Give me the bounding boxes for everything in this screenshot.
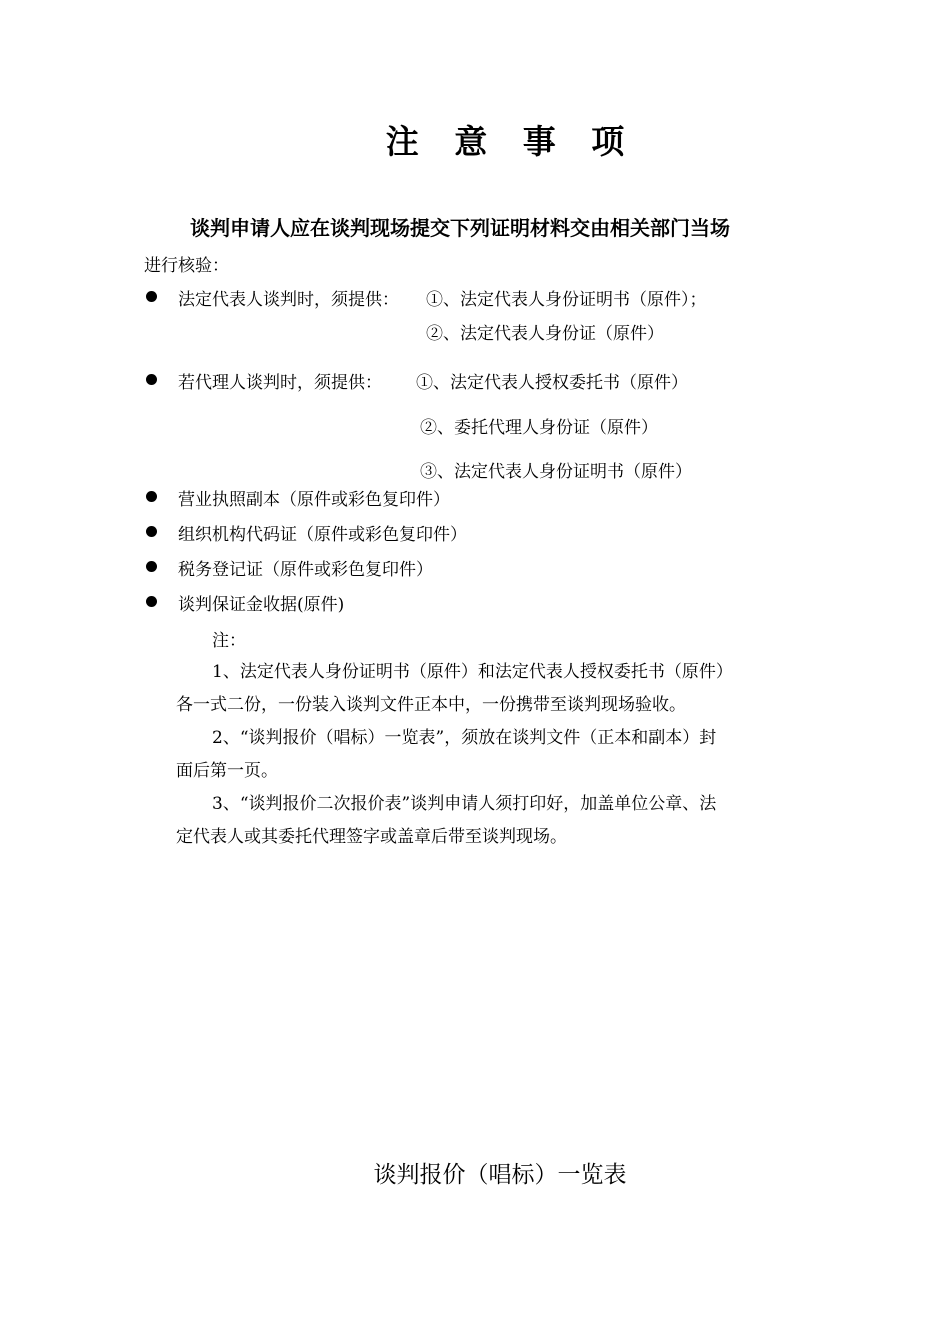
- section-title: 谈判报价（唱标）一览表: [373, 1162, 627, 1188]
- note-2-line-2: 面后第一页。: [176, 761, 278, 781]
- bullet-icon: [146, 291, 157, 302]
- item-doc: ①、法定代表人身份证明书（原件）；: [426, 290, 707, 310]
- bullet-icon: [146, 374, 157, 385]
- bullet-icon: [146, 491, 157, 502]
- item-label: 法定代表人谈判时，须提供：: [178, 290, 399, 310]
- note-2-line-1: 2、“谈判报价（唱标）一览表”，须放在谈判文件（正本和副本）封: [212, 728, 717, 748]
- item-label: 营业执照副本（原件或彩色复印件）: [178, 490, 450, 510]
- item-label: 若代理人谈判时，须提供：: [178, 373, 382, 393]
- note-3-line-1: 3、“谈判报价二次报价表”谈判申请人须打印好，加盖单位公章、法: [212, 794, 717, 814]
- bullet-icon: [146, 596, 157, 607]
- page-title: 注 意 事 项: [385, 122, 637, 161]
- note-1-line-1: 1、法定代表人身份证明书（原件）和法定代表人授权委托书（原件）: [212, 662, 733, 682]
- bullet-icon: [146, 526, 157, 537]
- note-3-line-2: 定代表人或其委托代理签字或盖章后带至谈判现场。: [176, 827, 567, 847]
- intro-line-2: 进行核验：: [144, 256, 229, 276]
- bullet-icon: [146, 561, 157, 572]
- item-label: 组织机构代码证（原件或彩色复印件）: [178, 525, 467, 545]
- item-doc: ①、法定代表人授权委托书（原件）: [416, 373, 688, 393]
- note-1-line-2: 各一式二份，一份装入谈判文件正本中，一份携带至谈判现场验收。: [176, 695, 686, 715]
- intro-line-1: 谈判申请人应在谈判现场提交下列证明材料交由相关部门当场: [190, 216, 730, 240]
- item-doc: ②、法定代表人身份证（原件）: [426, 324, 664, 344]
- item-label: 税务登记证（原件或彩色复印件）: [178, 560, 433, 580]
- notes-heading: 注：: [212, 631, 246, 651]
- item-doc: ②、委托代理人身份证（原件）: [420, 418, 658, 438]
- item-label: 谈判保证金收据(原件): [178, 595, 345, 615]
- item-doc: ③、法定代表人身份证明书（原件）: [420, 462, 692, 482]
